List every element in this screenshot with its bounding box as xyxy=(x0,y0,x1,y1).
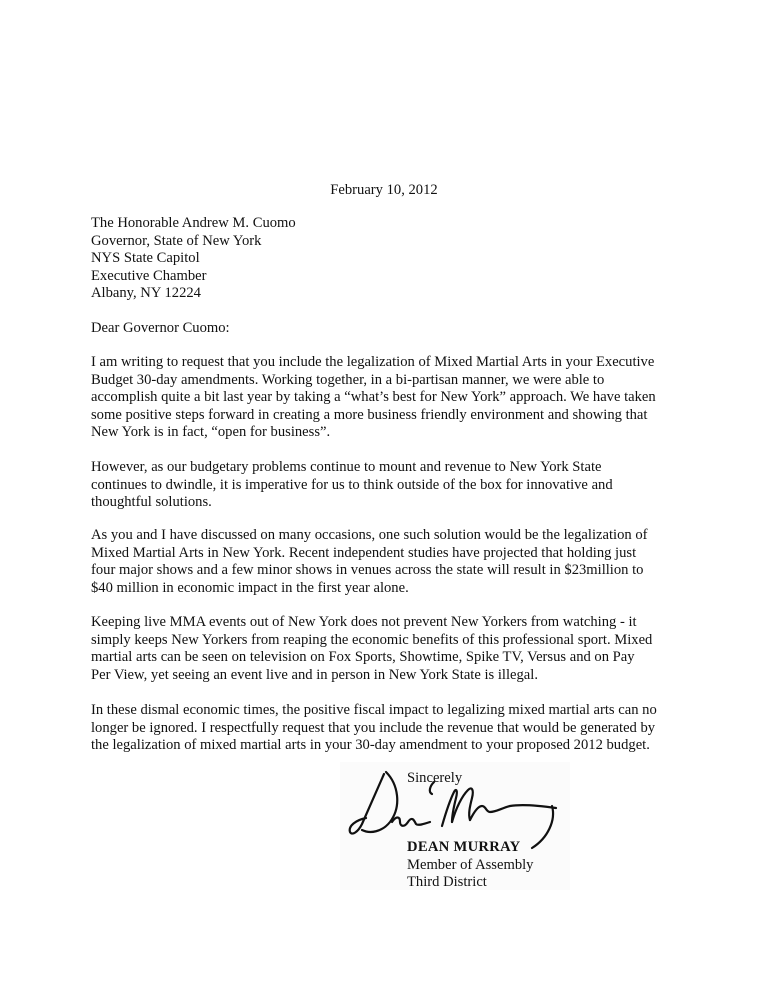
body-paragraph xyxy=(91,459,691,512)
paragraph-line: the legalization of mixed martial arts in your 30-day amendment to your proposed 2012 budget. xyxy=(91,737,650,753)
paragraph-line: However, as our budgetary problems continue to mount and revenue to New York State xyxy=(91,459,602,475)
closing: Sincerely xyxy=(407,770,463,786)
recipient-line: Governor, State of New York xyxy=(91,232,262,249)
paragraph-line: accomplish quite a bit last year by taking a “what’s best for New York” approach. We have taken xyxy=(91,389,656,405)
paragraph-line: New York is in fact, “open for business”. xyxy=(91,424,331,440)
paragraph-line: martial arts can be seen on television on Fox Sports, Showtime, Spike TV, Versus and on Pay xyxy=(91,649,635,665)
signer-name: DEAN MURRAY xyxy=(407,839,521,855)
signer-title: Member of Assembly xyxy=(407,856,534,873)
paragraph-line: Keeping live MMA events out of New York does not prevent New Yorkers from watching - it xyxy=(91,614,637,630)
body-paragraph xyxy=(91,354,691,442)
paragraph-line: simply keeps New Yorkers from reaping the economic benefits of this professional sport. Mixed xyxy=(91,631,653,648)
recipient-line: NYS State Capitol xyxy=(91,250,200,266)
salutation: Dear Governor Cuomo: xyxy=(91,320,230,336)
paragraph-line: thoughtful solutions. xyxy=(91,494,212,510)
body-paragraph xyxy=(91,702,691,755)
letter-date: February 10, 2012 xyxy=(330,182,438,198)
paragraph-line: In these dismal economic times, the positive fiscal impact to legalizing mixed martial arts can no xyxy=(91,702,657,718)
paragraph-line: $40 million in economic impact in the first year alone. xyxy=(91,579,409,596)
recipient-line: Executive Chamber xyxy=(91,267,207,284)
paragraph-line: I am writing to request that you include the legalization of Mixed Martial Arts in your Executive xyxy=(91,354,655,370)
paragraph-line: continues to dwindle, it is imperative for us to think outside of the box for innovative and xyxy=(91,476,613,493)
recipient-line: The Honorable Andrew M. Cuomo xyxy=(91,215,296,231)
body-paragraph xyxy=(91,527,691,597)
paragraph-line: Per View, yet seeing an event live and in person in New York State is illegal. xyxy=(91,666,538,683)
recipient-line: Albany, NY 12224 xyxy=(91,285,201,301)
paragraph-line: longer be ignored. I respectfully request that you include the revenue that would be generated by xyxy=(91,719,656,736)
paragraph-line: four major shows and a few minor shows in venues across the state will result in $23million to xyxy=(91,562,644,578)
signer-block xyxy=(407,839,533,892)
signer-district: Third District xyxy=(407,874,487,890)
paragraph-line: Mixed Martial Arts in New York. Recent independent studies have projected that holding just xyxy=(91,544,637,561)
paragraph-line: Budget 30-day amendments. Working together, in a bi-partisan manner, we were able to xyxy=(91,371,605,388)
body-paragraph xyxy=(91,614,691,684)
paragraph-line: some positive steps forward in creating a more business friendly environment and showing that xyxy=(91,406,648,423)
recipient-address xyxy=(91,215,296,303)
paragraph-line: As you and I have discussed on many occasions, one such solution would be the legalization of xyxy=(91,527,648,543)
